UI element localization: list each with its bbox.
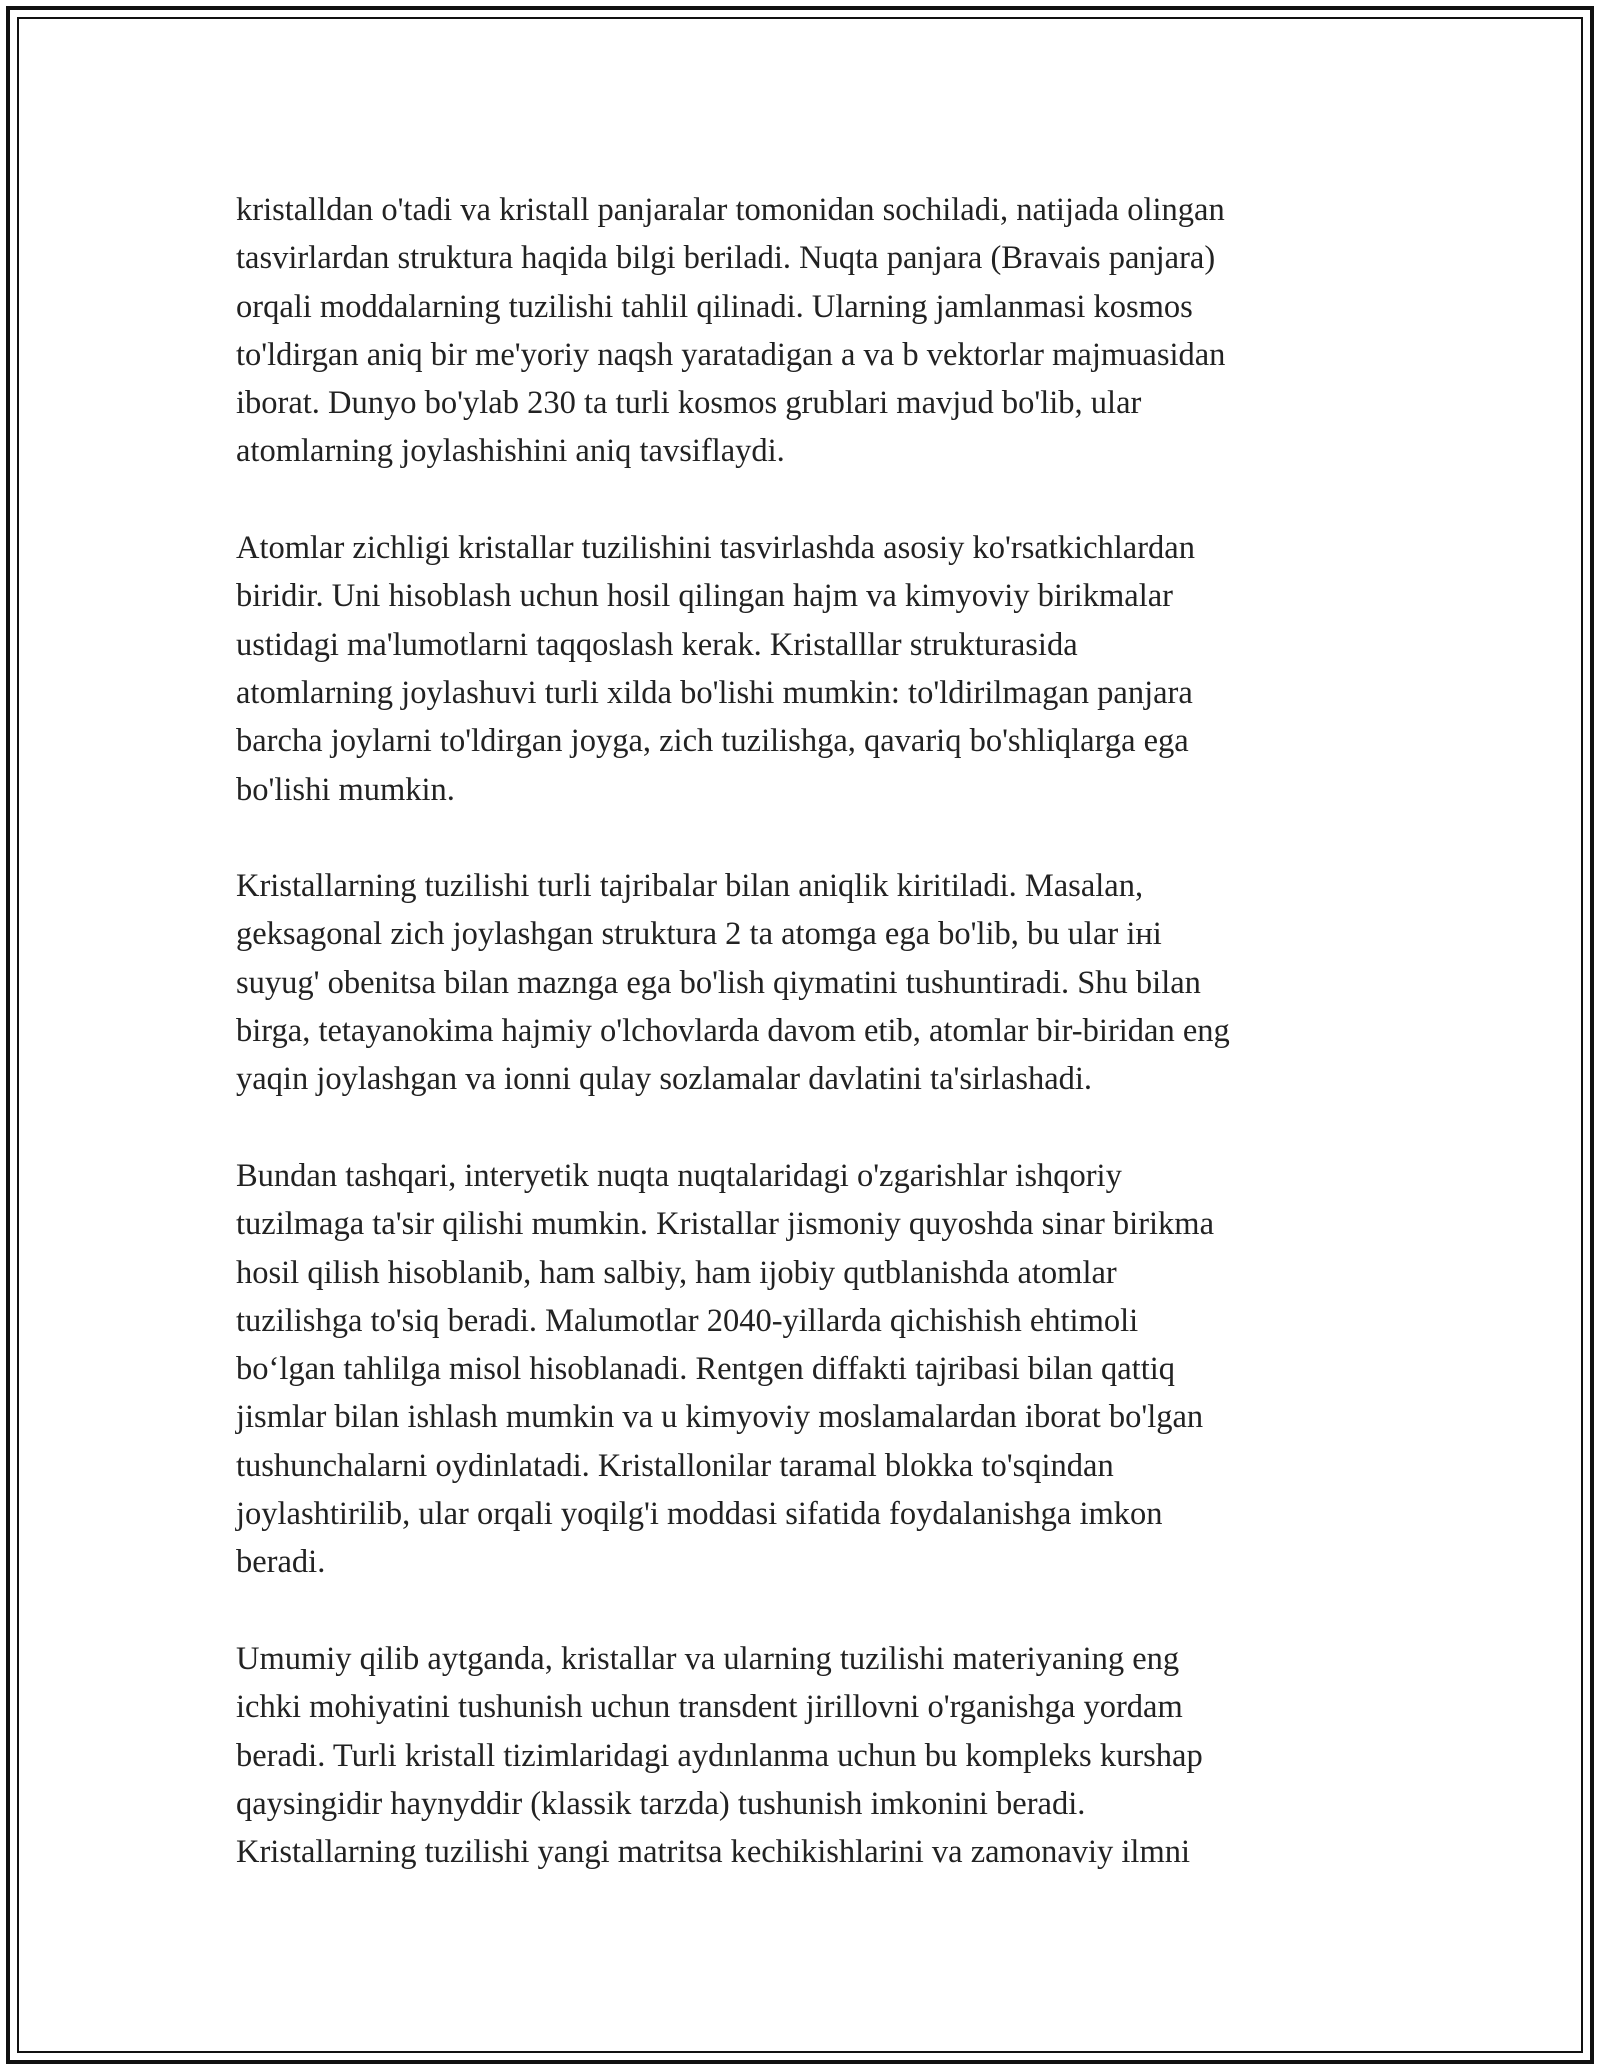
text-line: tuzilmaga ta'sir qilishi mumkin. Kristallar jismoniy quyoshda sinar birikma <box>236 1206 1215 1243</box>
text-line: suyug' obenitsa bilan maznga ega bo'lish qiymatini tushuntiradi. Shu bilan <box>236 964 1201 1001</box>
document-body <box>236 186 1364 1876</box>
text-line: kristalldan o'tadi va kristall panjaralar tomonidan sochiladi, natijada olingan <box>236 192 1225 228</box>
text-line: qaysingidir haynyddir (klassik tarzda) tushunish imkonini beradi. <box>236 1785 1086 1822</box>
text-line: iborat. Dunyo bo'ylab 230 ta turli kosmos grublari mavjud bo'lib, ular <box>236 385 1142 422</box>
text-line: ichki mohiyatini tushunish uchun transdent jirillovni o'rganishga yordam <box>236 1689 1183 1726</box>
text-line: to'ldirgan aniq bir me'yoriy naqsh yaratadigan a va b vektorlar majmuasidan <box>236 336 1226 373</box>
text-line: Kristallarning tuzilishi yangi matritsa kechikishlarini va zamonaviy ilmni <box>236 1834 1191 1871</box>
text-line: atomlarning joylashuvi turli xilda bo'lishi mumkin: to'ldirilmagan panjara <box>236 674 1193 711</box>
paragraph-4 <box>236 1152 1364 1587</box>
text-line: ustidagi ma'lumotlarni taqqoslash kerak. Kristalllar strukturasida <box>236 626 1078 663</box>
text-line: orqali moddalarning tuzilishi tahlil qilinadi. Ularning jamlanmasi kosmos <box>236 288 1193 325</box>
text-line: joylashtirilib, ular orqali yoqilg'i moddasi sifatida foydalanishga imkon <box>236 1496 1163 1533</box>
text-line: bo'lishi mumkin. <box>236 771 455 808</box>
text-line: beradi. <box>236 1544 326 1581</box>
paragraph-2 <box>236 524 1364 814</box>
text-line: bo‘lgan tahlilga misol hisoblanadi. Rentgen diffakti tajribasi bilan qattiq <box>236 1351 1176 1388</box>
text-line: geksagonal zich joylashgan struktura 2 ta atomga ega bo'lib, bu ular iнi <box>236 916 1162 953</box>
text-line: birga, tetayanokima hajmiy o'lchovlarda davom etib, atomlar bir-biridan eng <box>236 1013 1230 1050</box>
text-line: tushunchalarni oydinlatadi. Kristallonilar taramal blokka to'sqindan <box>236 1447 1114 1484</box>
paragraph-1 <box>236 186 1364 476</box>
text-line: Umumiy qilib aytganda, kristallar va ularning tuzilishi materiyaning eng <box>236 1640 1180 1677</box>
text-line: barcha joylarni to'ldirgan joyga, zich tuzilishga, qavariq bo'shliqlarga ega <box>236 723 1189 760</box>
text-line: yaqin joylashgan va ionni qulay sozlamalar davlatini ta'sirlashadi. <box>236 1061 1093 1098</box>
text-line: biridir. Uni hisoblash uchun hosil qilingan hajm va kimyoviy birikmalar <box>236 578 1173 615</box>
text-line: beradi. Turli kristall tizimlaridagi aydınlanma uchun bu kompleks kurshap <box>236 1737 1203 1774</box>
paragraph-5 <box>236 1635 1364 1876</box>
text-line: hosil qilish hisoblanib, ham salbiy, ham ijobiy qutblanishda atomlar <box>236 1254 1117 1291</box>
text-line: Bundan tashqari, interyetik nuqta nuqtalaridagi o'zgarishlar ishqoriy <box>236 1157 1122 1194</box>
text-line: tuzilishga to'siq beradi. Malumotlar 2040-yillarda qichishish ehtimoli <box>236 1302 1139 1339</box>
text-line: atomlarning joylashishini aniq tavsiflaydi. <box>236 433 785 470</box>
text-line: jismlar bilan ishlash mumkin va u kimyoviy moslamalardan iborat bo'lgan <box>236 1399 1204 1436</box>
text-line: tasvirlardan struktura haqida bilgi beriladi. Nuqta panjara (Bravais panjara) <box>236 240 1216 277</box>
paragraph-3 <box>236 862 1364 1103</box>
text-line: Atomlar zichligi kristallar tuzilishini tasvirlashda asosiy ko'rsatkichlardan <box>236 530 1195 567</box>
text-line: Kristallarning tuzilishi turli tajribalar bilan aniqlik kiritiladi. Masalan, <box>236 868 1144 905</box>
